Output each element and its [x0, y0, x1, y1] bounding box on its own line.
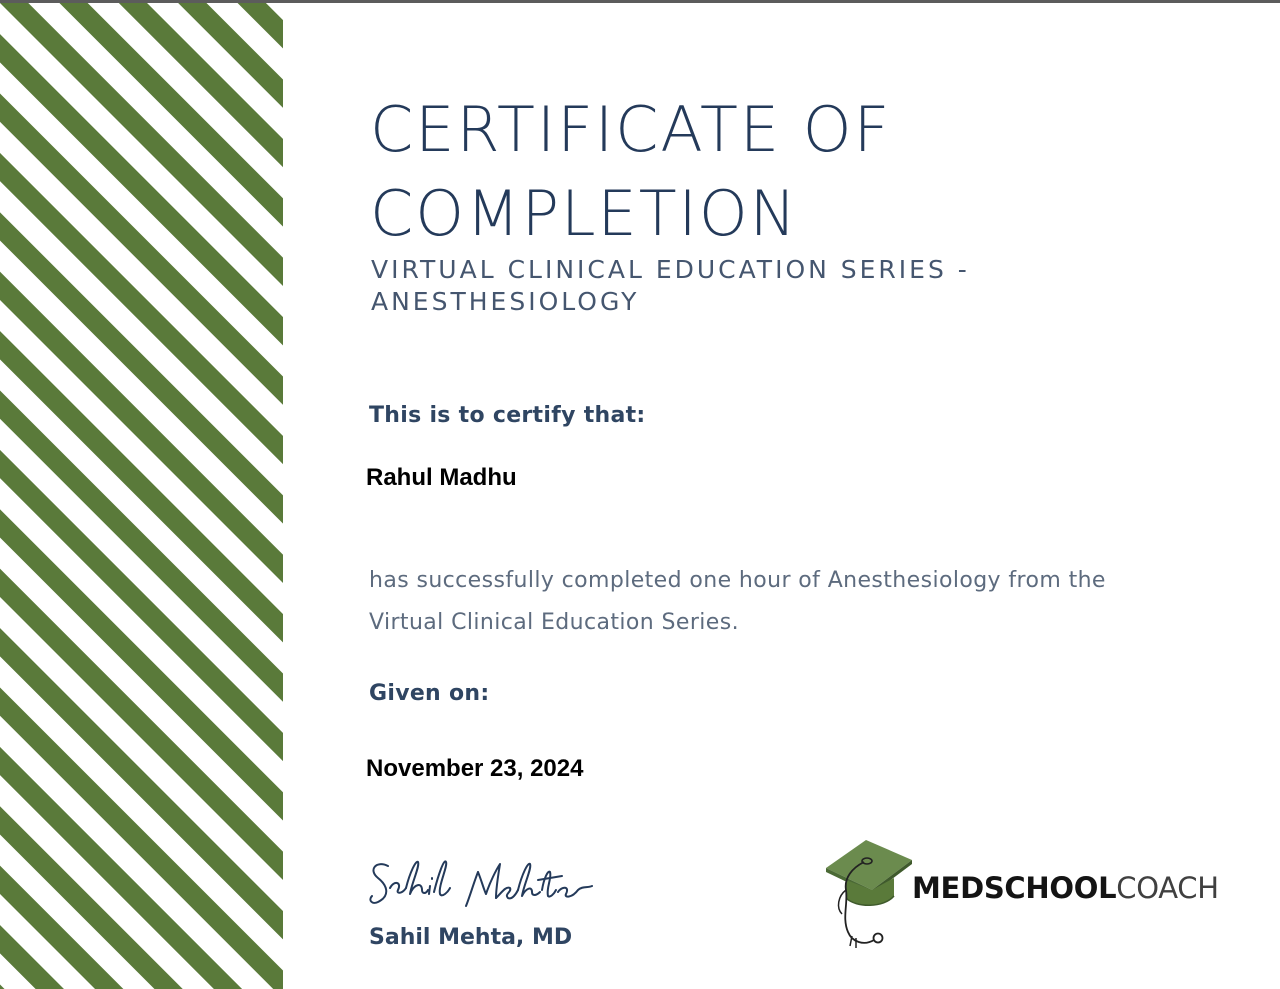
completion-date: November 23, 2024: [366, 755, 584, 782]
signer-name: Sahil Mehta, MD: [369, 925, 573, 950]
certify-label: This is to certify that:: [369, 403, 646, 428]
given-on-label: Given on:: [369, 681, 490, 706]
title-line-2: COMPLETION: [370, 177, 799, 250]
subtitle-line-2: ANESTHESIOLOGY: [371, 287, 640, 316]
completion-statement-line-2: Virtual Clinical Education Series.: [369, 610, 739, 635]
medschoolcoach-logo: [912, 871, 1219, 905]
handwritten-signature: [366, 852, 596, 918]
diagonal-stripe-band: [0, 3, 283, 989]
certificate-title: [370, 88, 1170, 256]
subtitle-line-1: VIRTUAL CLINICAL EDUCATION SERIES -: [371, 255, 970, 284]
recipient-name: Rahul Madhu: [366, 464, 517, 491]
completion-statement: [369, 560, 1249, 644]
title-line-1: CERTIFICATE OF: [370, 93, 892, 166]
logo-text-bold: MEDSCHOOL: [912, 871, 1117, 905]
logo-text-light: COACH: [1116, 871, 1219, 905]
graduation-cap-stethoscope-icon: [822, 838, 914, 952]
completion-statement-line-1: has successfully completed one hour of Anesthesiology from the: [369, 568, 1106, 593]
certificate-subtitle: [371, 254, 1071, 318]
